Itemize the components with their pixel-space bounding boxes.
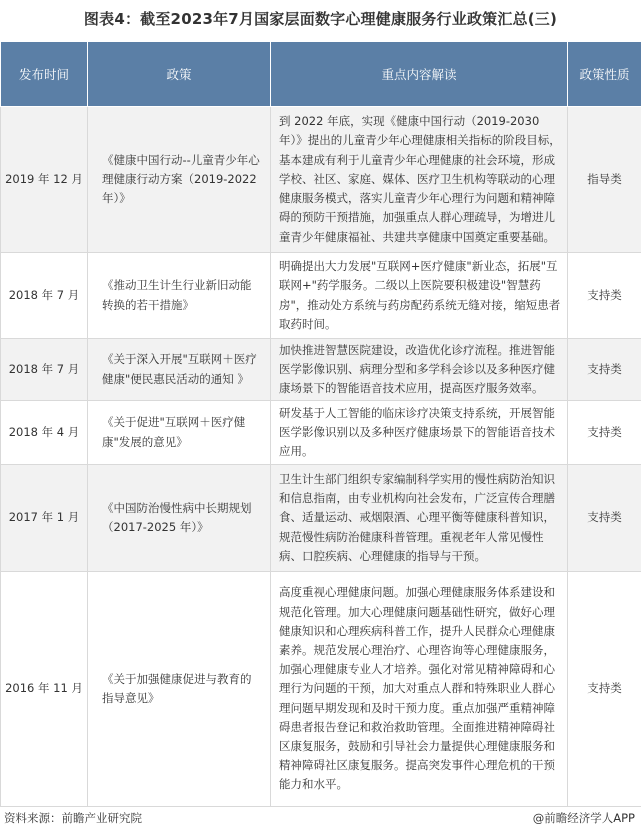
row-policy: 《关于促进"互联网＋医疗健康"发展的意见》 <box>88 401 271 465</box>
header-policy: 政策 <box>88 42 271 107</box>
row-content: 研发基于人工智能的临床诊疗决策支持系统，开展智能医学影像识别以及多种医疗健康场景下的智能语音技术应用。 <box>271 401 568 465</box>
table-header-row <box>1 42 641 107</box>
row-date: 2017 年 1 月 <box>1 465 88 572</box>
row-date: 2018 年 7 月 <box>1 253 88 339</box>
row-content: 明确提出大力发展"互联网+医疗健康"新业态，拓展"互联网+"药学服务。二级以上医院要积极建设"智慧药房"，推动处方系统与药房配药系统无缝对接，缩短患者取药时间。 <box>271 253 568 339</box>
row-date: 2019 年 12 月 <box>1 107 88 253</box>
row-nature: 指导类 <box>568 107 641 253</box>
row-nature: 支持类 <box>568 253 641 339</box>
row-content: 到 2022 年底，实现《健康中国行动（2019-2030 年）》提出的儿童青少年心理健康相关指标的阶段目标，基本建成有利于儿童青少年心理健康的社会环境，形成学校、社区、家庭、媒体、医疗卫生机构等联动的心理健康服务模式，落实儿童青少年心理行为问题和精神障碍的预防干预措施，加强重点人群心理疏导，为增进儿童青少年健康福祉、共建共享健康中国奠定重要基础。 <box>271 107 568 253</box>
policy-table <box>0 41 641 807</box>
table-row <box>1 465 641 572</box>
row-nature: 支持类 <box>568 572 641 807</box>
header-nature: 政策性质 <box>568 42 641 107</box>
row-nature: 支持类 <box>568 401 641 465</box>
row-content: 加快推进智慧医院建设，改造优化诊疗流程。推进智能医学影像识别、病理分型和多学科会诊以及多种医疗健康场景下的智能语音技术应用，提高医疗服务效率。 <box>271 339 568 401</box>
table-row <box>1 339 641 401</box>
header-date: 发布时间 <box>1 42 88 107</box>
source-note: 资料来源：前瞻产业研究院 <box>4 811 142 825</box>
table-row <box>1 253 641 339</box>
row-nature: 支持类 <box>568 339 641 401</box>
row-policy: 《健康中国行动--儿童青少年心理健康行动方案（2019-2022年）》 <box>88 107 271 253</box>
row-content: 高度重视心理健康问题。加强心理健康服务体系建设和规范化管理。加大心理健康问题基础性研究，做好心理健康知识和心理疾病科普工作，提升人民群众心理健康素养。规范发展心理治疗、心理咨询等心理健康服务，加强心理健康专业人才培养。强化对常见精神障碍和心理行为问题的干预，加大对重点人群和特殊职业人群心理问题早期发现和及时干预力度。重点加强严重精神障碍患者报告登记和救治救助管理。全面推进精神障碍社区康复服务，鼓励和引导社会力量提供心理健康服务和精神障碍社区康复服务。提高突发事件心理危机的干预能力和水平。 <box>271 572 568 807</box>
brand-credit: @前瞻经济学人APP <box>532 811 635 825</box>
header-content: 重点内容解读 <box>271 42 568 107</box>
row-date: 2016 年 11 月 <box>1 572 88 807</box>
row-policy: 《关于深入开展"互联网＋医疗健康"便民惠民活动的通知 》 <box>88 339 271 401</box>
row-content: 卫生计生部门组织专家编制科学实用的慢性病防治知识和信息指南，由专业机构向社会发布，广泛宣传合理膳食、适量运动、戒烟限酒、心理平衡等健康科普知识，规范慢性病防治健康科普管理。重视老年人常见慢性病、口腔疾病、心理健康的指导与干预。 <box>271 465 568 572</box>
row-policy: 《中国防治慢性病中长期规划（2017-2025 年）》 <box>88 465 271 572</box>
row-policy: 《推动卫生计生行业新旧动能转换的若干措施》 <box>88 253 271 339</box>
row-date: 2018 年 4 月 <box>1 401 88 465</box>
table-row <box>1 107 641 253</box>
row-nature: 支持类 <box>568 465 641 572</box>
table-row <box>1 572 641 807</box>
page-title: 图表4：截至2023年7月国家层面数字心理健康服务行业政策汇总(三) <box>83 10 558 28</box>
table-row <box>1 401 641 465</box>
row-policy: 《关于加强健康促进与教育的指导意见》 <box>88 572 271 807</box>
row-date: 2018 年 7 月 <box>1 339 88 401</box>
